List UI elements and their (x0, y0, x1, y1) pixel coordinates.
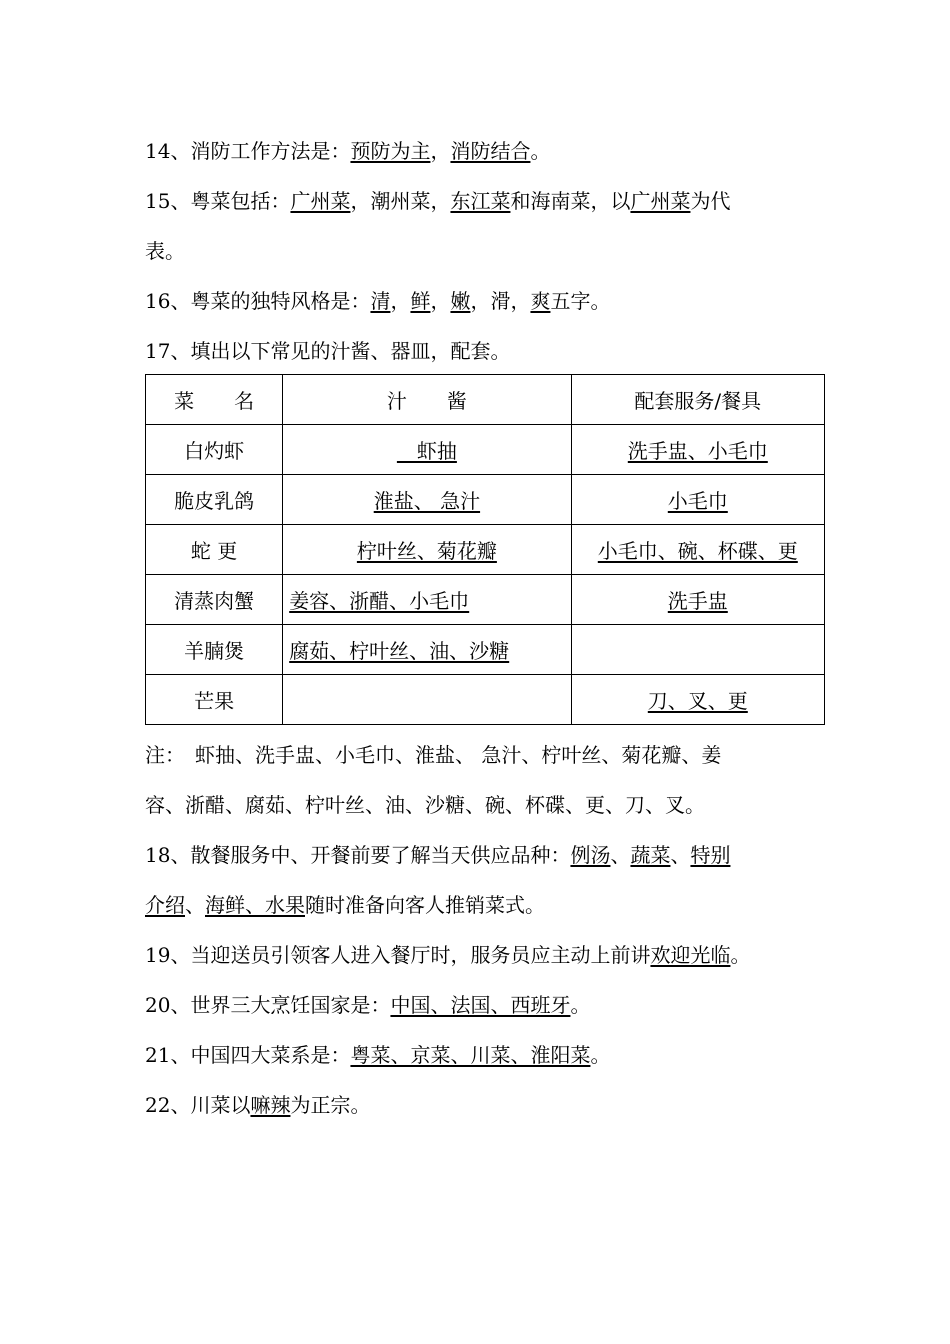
question-text: 22、川菜以 (145, 1093, 251, 1117)
question-17 (145, 339, 510, 363)
answer: 清 (370, 289, 391, 313)
answer: 蔬菜 (630, 843, 671, 867)
question-14 (145, 139, 550, 163)
table-row (146, 675, 825, 725)
question-text: ， (430, 289, 451, 313)
question-text: 。 (570, 993, 591, 1017)
question-text: 15、粤菜包括： (145, 189, 291, 213)
answer: 特别 (690, 843, 731, 867)
question-text: 16、粤菜的独特风格是： (145, 289, 371, 313)
question-text: 14、消防工作方法是： (145, 139, 351, 163)
question-text: 17、填出以下常见的汁酱、器皿，配套。 (145, 339, 511, 363)
answer: 鲜 (410, 289, 431, 313)
service-answer: 洗手盅、小毛巾 (627, 439, 768, 463)
question-text: 和海南菜，以 (510, 189, 631, 213)
question-15-cont (145, 239, 185, 263)
service-cell (571, 625, 824, 675)
question-text: ，滑， (470, 289, 531, 313)
note-text: 注： 虾抽、洗手盅、小毛巾、淮盐、 急汁、柠叶丝、菊花瓣、姜 (145, 743, 722, 767)
answer: 东江菜 (450, 189, 511, 213)
question-18 (145, 843, 730, 867)
table-header-row (146, 375, 825, 425)
answer: 粤菜、京菜、川菜、淮阳菜 (350, 1043, 591, 1067)
answer: 嘛辣 (250, 1093, 291, 1117)
table-row (146, 575, 825, 625)
service-answer: 洗手盅 (667, 589, 728, 613)
question-15 (145, 189, 730, 213)
question-text: ，潮州菜， (350, 189, 451, 213)
question-text: 、 (670, 843, 691, 867)
sauce-cell (283, 425, 571, 475)
note-text: 容、浙醋、腐茹、柠叶丝、油、沙糖、碗、杯碟、更、刀、叉。 (145, 793, 705, 817)
answer: 广州菜 (630, 189, 691, 213)
sauce-cell (283, 575, 571, 625)
question-text: 。 (530, 139, 551, 163)
note-line-2 (145, 793, 705, 817)
answer: 嫩 (450, 289, 471, 313)
table-row (146, 625, 825, 675)
question-21 (145, 1043, 610, 1067)
service-cell (571, 575, 824, 625)
answer: 介绍 (145, 893, 185, 917)
dish-name: 清蒸肉蟹 (146, 575, 283, 625)
header-service: 配套服务/餐具 (571, 375, 824, 425)
answer: 例汤 (570, 843, 611, 867)
service-cell (571, 525, 824, 575)
sauce-answer: 柠叶丝、菊花瓣 (356, 539, 497, 563)
question-text: 为正宗。 (290, 1093, 371, 1117)
question-text: 18、散餐服务中、开餐前要了解当天供应品种： (145, 843, 571, 867)
service-answer: 小毛巾、碗、杯碟、更 (597, 539, 798, 563)
question-text: 。 (730, 943, 751, 967)
question-20 (145, 993, 590, 1017)
answer: 欢迎光临 (650, 943, 731, 967)
answer: 广州菜 (290, 189, 351, 213)
dish-name: 脆皮乳鸽 (146, 475, 283, 525)
sauce-answer: 腐茹、柠叶丝、油、沙糖 (289, 639, 510, 663)
question-22 (145, 1093, 370, 1117)
sauce-answer: 淮盐、 急汁 (373, 489, 481, 513)
question-18-cont (145, 893, 545, 917)
question-16 (145, 289, 610, 313)
table-row (146, 525, 825, 575)
table-row (146, 475, 825, 525)
answer: 海鲜、水果 (205, 893, 305, 917)
dish-name: 羊腩煲 (146, 625, 283, 675)
sauce-answer: 姜容、浙醋、小毛巾 (289, 589, 470, 613)
sauce-cell (283, 675, 571, 725)
dish-name: 白灼虾 (146, 425, 283, 475)
service-cell (571, 475, 824, 525)
sauce-cell (283, 625, 571, 675)
question-text: 19、当迎送员引领客人进入餐厅时，服务员应主动上前讲 (145, 943, 651, 967)
service-cell (571, 675, 824, 725)
question-text: 、 (185, 893, 205, 917)
header-sauce: 汁 酱 (283, 375, 571, 425)
answer: 消防结合 (450, 139, 531, 163)
question-text: 表。 (145, 239, 185, 263)
service-cell (571, 425, 824, 475)
sauce-answer: 虾抽 (396, 439, 457, 463)
dish-name: 蛇 更 (146, 525, 283, 575)
question-text: 。 (590, 1043, 611, 1067)
question-text: 、 (610, 843, 631, 867)
answer: 预防为主 (350, 139, 431, 163)
dish-name: 芒果 (146, 675, 283, 725)
question-text: 五字。 (550, 289, 611, 313)
question-text: 为代 (690, 189, 731, 213)
sauce-cell (283, 475, 571, 525)
question-text: 21、中国四大菜系是： (145, 1043, 351, 1067)
sauce-table (145, 374, 825, 725)
service-answer: 小毛巾 (667, 489, 728, 513)
question-text: 20、世界三大烹饪国家是： (145, 993, 391, 1017)
question-text: ， (390, 289, 411, 313)
answer: 中国、法国、西班牙 (390, 993, 571, 1017)
question-text: ， (430, 139, 451, 163)
sauce-cell (283, 525, 571, 575)
header-dish: 菜 名 (146, 375, 283, 425)
service-answer: 刀、叉、更 (647, 689, 748, 713)
question-19 (145, 943, 750, 967)
question-text: 随时准备向客人推销菜式。 (305, 893, 545, 917)
note-line-1 (145, 743, 721, 767)
answer: 爽 (530, 289, 551, 313)
table-row (146, 425, 825, 475)
